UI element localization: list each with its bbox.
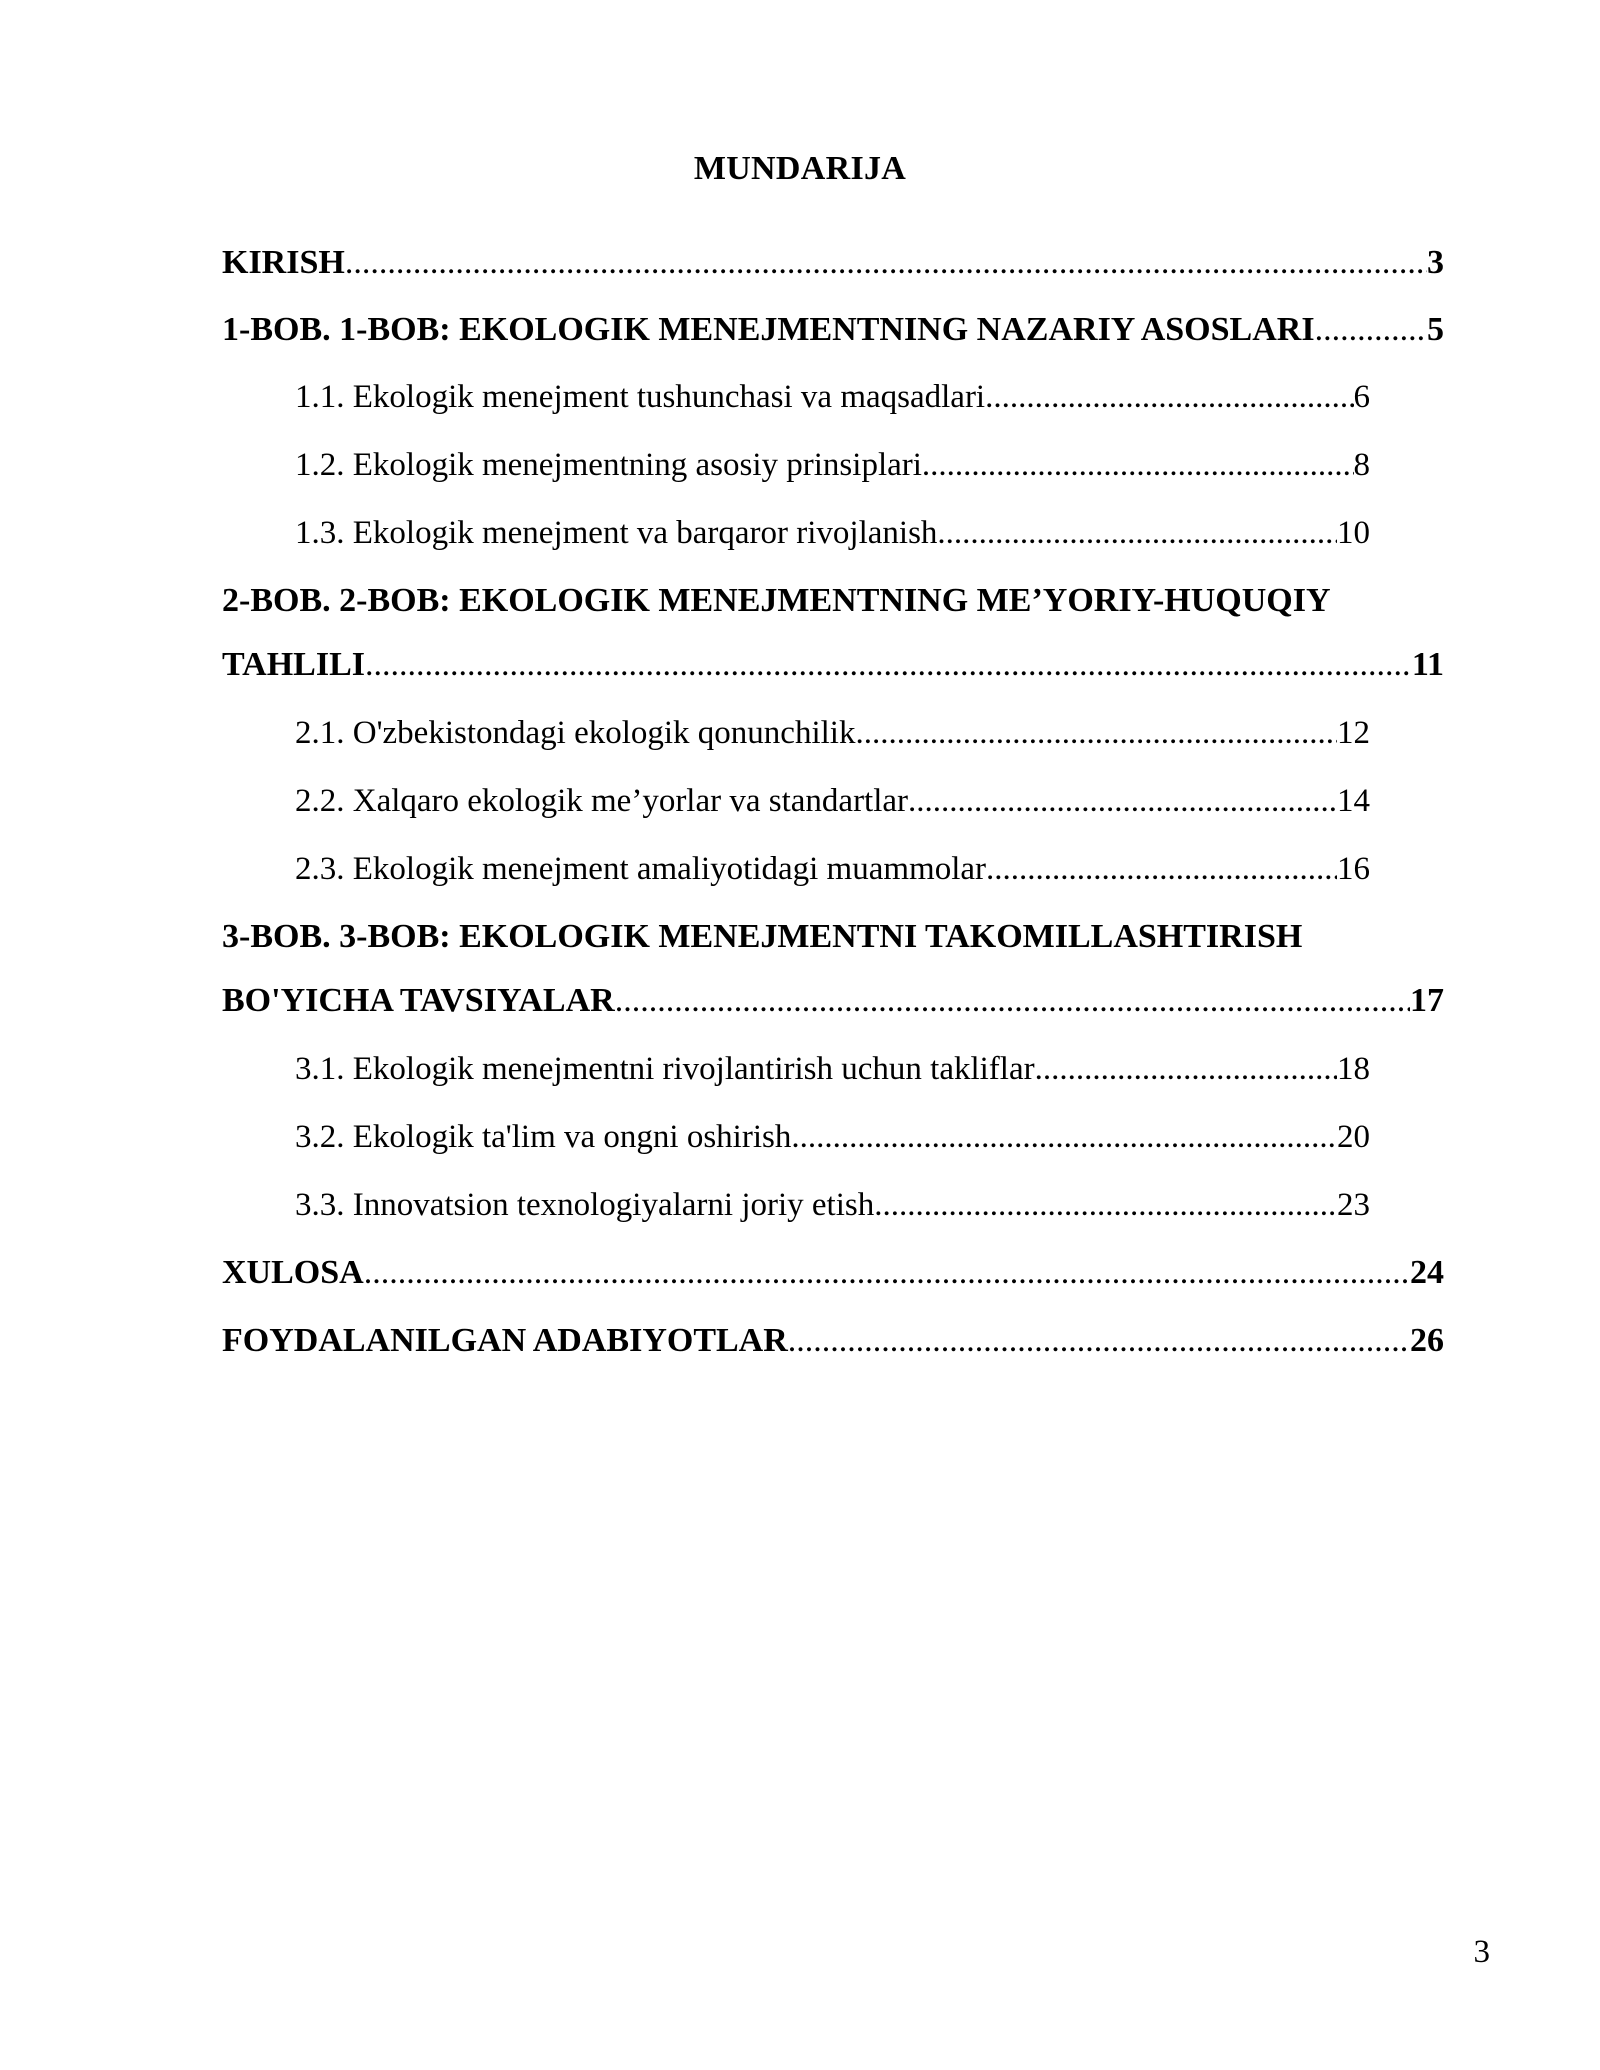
toc-entry-section-2-1[interactable]: [295, 710, 1370, 756]
toc-leader-dots: [615, 978, 1410, 1024]
toc-leader-dots: [364, 1250, 1410, 1296]
toc-entry-label: 2.3. Ekologik menejment amaliyotidagi muammolar: [295, 851, 987, 887]
toc-entry-page: 3: [1427, 244, 1444, 281]
toc-entry-page: 16: [1337, 851, 1370, 887]
toc-entry-bob2[interactable]: [222, 642, 1444, 688]
toc-entry-page: 18: [1337, 1051, 1370, 1087]
toc-entry-label: FOYDALANILGAN ADABIYOTLAR: [222, 1322, 788, 1359]
toc-entry-label: KIRISH: [222, 244, 345, 281]
toc-leader-dots: [908, 778, 1337, 824]
toc-entry-section-1-3[interactable]: [295, 510, 1370, 556]
toc-leader-dots: [345, 240, 1427, 286]
toc-entry-page: 17: [1410, 982, 1444, 1019]
toc-entry-label: 1.3. Ekologik menejment va barqaror rivojlanish: [295, 515, 938, 551]
toc-entry-label: 1-BOB. 1-BOB: EKOLOGIK MENEJMENTNING NAZARIY ASOSLARI: [222, 311, 1315, 348]
toc-entry-page: 10: [1337, 515, 1370, 551]
toc-entry-page: 12: [1337, 715, 1370, 751]
toc-entry-label: XULOSA: [222, 1254, 364, 1291]
toc-entry-section-1-1[interactable]: [295, 374, 1370, 420]
toc-entry-label: 1.2. Ekologik menejmentning asosiy prinsiplari: [295, 447, 922, 483]
toc-entry-label: BO'YICHA TAVSIYALAR: [222, 982, 615, 1019]
toc-entry-label: 2.2. Xalqaro ekologik me’yorlar va standartlar: [295, 783, 909, 819]
toc-entry-adabiyotlar[interactable]: [222, 1318, 1444, 1364]
toc-entry-page: 5: [1427, 311, 1444, 348]
toc-leader-dots: [937, 510, 1337, 556]
toc-leader-dots: [874, 1182, 1337, 1228]
page-title: MUNDARIJA: [693, 150, 907, 187]
toc-leader-dots: [365, 642, 1412, 688]
toc-entry-bob2-line1[interactable]: 2-BOB. 2-BOB: EKOLOGIK MENEJMENTNING ME’YORIY-HUQUQIY: [222, 582, 1331, 619]
toc-entry-page: 26: [1410, 1322, 1444, 1359]
toc-entry-page: 8: [1353, 447, 1370, 483]
toc-entry-section-3-1[interactable]: [295, 1046, 1370, 1092]
toc-entry-label: 3.1. Ekologik menejmentni rivojlantirish uchun takliflar: [295, 1051, 1035, 1087]
toc-entry-page: 14: [1337, 783, 1370, 819]
toc-entry-bob3[interactable]: [222, 978, 1444, 1024]
toc-entry-page: 20: [1337, 1119, 1370, 1155]
toc-entry-kirish[interactable]: [222, 240, 1444, 286]
toc-entry-label: 2.1. O'zbekistondagi ekologik qonunchilik: [295, 715, 856, 751]
toc-leader-dots: [1035, 1046, 1337, 1092]
toc-entry-page: 24: [1410, 1254, 1444, 1291]
toc-entry-bob3-line1[interactable]: 3-BOB. 3-BOB: EKOLOGIK MENEJMENTNI TAKOMILLASHTIRISH: [222, 918, 1303, 955]
toc-entry-label: 1.1. Ekologik menejment tushunchasi va maqsadlari: [295, 379, 986, 415]
toc-entry-section-2-3[interactable]: [295, 846, 1370, 892]
toc-leader-dots: [985, 374, 1353, 420]
toc-entry-section-2-2[interactable]: [295, 778, 1370, 824]
toc-entry-label: 3.2. Ekologik ta'lim va ongni oshirish: [295, 1119, 792, 1155]
toc-entry-page: 6: [1353, 379, 1370, 415]
toc-entry-label: 3.3. Innovatsion texnologiyalarni joriy etish: [295, 1187, 875, 1223]
toc-entry-label: TAHLILI: [222, 646, 365, 683]
toc-entry-xulosa[interactable]: [222, 1250, 1444, 1296]
toc-leader-dots: [791, 1114, 1337, 1160]
toc-entry-section-1-2[interactable]: [295, 442, 1370, 488]
toc-entry-bob1[interactable]: [222, 307, 1444, 353]
toc-leader-dots: [1315, 307, 1427, 353]
toc-leader-dots: [986, 846, 1337, 892]
toc-entry-page: 23: [1337, 1187, 1370, 1223]
toc-entry-section-3-2[interactable]: [295, 1114, 1370, 1160]
toc-leader-dots: [855, 710, 1337, 756]
toc-leader-dots: [922, 442, 1354, 488]
page-number: 3: [1473, 1934, 1490, 1970]
toc-entry-page: 11: [1411, 646, 1444, 683]
toc-leader-dots: [788, 1318, 1410, 1364]
toc-entry-section-3-3[interactable]: [295, 1182, 1370, 1228]
